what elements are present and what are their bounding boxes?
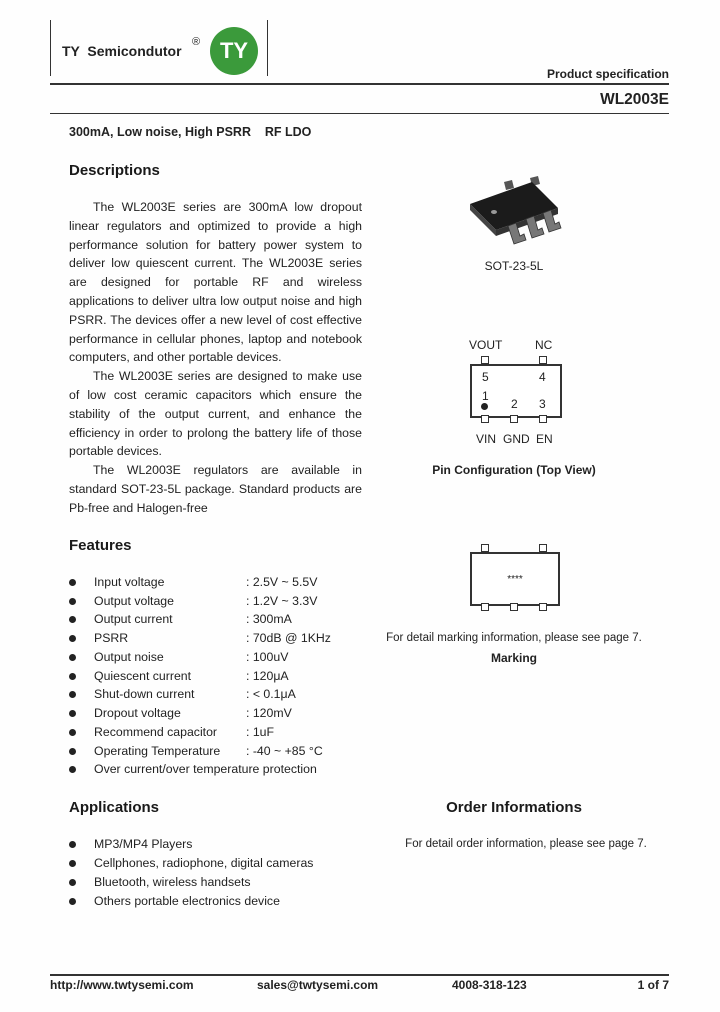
pin-pad-2 bbox=[510, 415, 518, 423]
pin-label-en: EN bbox=[536, 432, 553, 446]
bullet-icon bbox=[69, 635, 76, 642]
descriptions-body bbox=[69, 198, 362, 518]
descriptions-heading: Descriptions bbox=[69, 162, 160, 179]
feature-label: Output current bbox=[94, 612, 173, 626]
feature-value: : 70dB @ 1KHz bbox=[246, 631, 331, 645]
header-rule bbox=[50, 83, 669, 85]
marking-code: **** bbox=[507, 574, 523, 585]
application-label: Cellphones, radiophone, digital cameras bbox=[94, 856, 314, 870]
bullet-icon bbox=[69, 691, 76, 698]
bullet-icon bbox=[69, 710, 76, 717]
feature-value: : 120mV bbox=[246, 706, 292, 720]
feature-label: Dropout voltage bbox=[94, 706, 181, 720]
bullet-icon bbox=[69, 879, 76, 886]
marking-pad-bottom-2 bbox=[510, 603, 518, 611]
pin-pad-1 bbox=[481, 415, 489, 423]
marking-pad-top-right bbox=[539, 544, 547, 552]
pin-label-vout: VOUT bbox=[469, 338, 503, 352]
pin-config-caption: Pin Configuration (Top View) bbox=[432, 463, 596, 477]
applications-heading: Applications bbox=[69, 799, 160, 816]
description-paragraph: The WL2003E series are 300mA low dropout linear regulators and optimized to provide a high performance solution for battery power system to deliver low quiescent current. The WL2003E series are designed for portable RF and wireless applications to deliver ultra low output noise and high PSRR. The devices offer a new level of cost effective performance in cellular phones, laptop and notebook computers, and other portable devices. bbox=[69, 200, 362, 365]
footer-phone: 4008-318-123 bbox=[452, 978, 527, 992]
pin-number-5: 5 bbox=[482, 370, 489, 384]
sot23-package-image bbox=[466, 174, 562, 246]
registered-mark: ® bbox=[192, 36, 201, 48]
application-label: Bluetooth, wireless handsets bbox=[94, 875, 251, 889]
bullet-icon bbox=[69, 579, 76, 586]
marking-caption: Marking bbox=[490, 651, 537, 665]
company-name: TY Semicondutor bbox=[62, 43, 182, 59]
header-left-bar bbox=[50, 20, 51, 76]
footer-page-number: 1 of 7 bbox=[637, 978, 669, 992]
description-paragraph: The WL2003E regulators are available in standard SOT-23-5L package. Standard products are Pb-free and Halogen-free bbox=[69, 463, 362, 515]
pin-pad-5 bbox=[481, 356, 489, 364]
feature-value: : 1uF bbox=[246, 725, 275, 739]
bullet-icon bbox=[69, 898, 76, 905]
pin-pad-3 bbox=[539, 415, 547, 423]
footer-website-link[interactable]: http://www.twtysemi.com bbox=[50, 978, 194, 992]
marking-note: For detail marking information, please see page 7. bbox=[386, 632, 642, 644]
feature-label: PSRR bbox=[94, 631, 129, 645]
feature-value: : < 0.1μA bbox=[246, 687, 296, 701]
marking-pad-bottom-3 bbox=[539, 603, 547, 611]
feature-label: Quiescent current bbox=[94, 669, 192, 683]
bullet-icon bbox=[69, 729, 76, 736]
pin-label-vin: VIN bbox=[476, 432, 497, 446]
pin-label-gnd: GND bbox=[503, 432, 530, 446]
bullet-icon bbox=[69, 616, 76, 623]
marking-pad-top-left bbox=[481, 544, 489, 552]
application-label: MP3/MP4 Players bbox=[94, 837, 193, 851]
bullet-icon bbox=[69, 598, 76, 605]
feature-label: Input voltage bbox=[94, 575, 165, 589]
pin-number-4: 4 bbox=[539, 370, 546, 384]
bullet-icon bbox=[69, 673, 76, 680]
application-label: Others portable electronics device bbox=[94, 894, 280, 908]
pin-number-3: 3 bbox=[539, 397, 546, 411]
pin-number-2: 2 bbox=[511, 397, 518, 411]
bullet-icon bbox=[69, 766, 76, 773]
page-subtitle: 300mA, Low noise, High PSRR RF LDO bbox=[69, 125, 312, 139]
doc-type: Product specification bbox=[546, 67, 669, 81]
pin-label-nc: NC bbox=[535, 338, 553, 352]
footer-email-link[interactable]: sales@twtysemi.com bbox=[257, 978, 379, 992]
footer-rule bbox=[50, 974, 669, 976]
header-right-bar bbox=[267, 20, 268, 76]
package-caption: SOT-23-5L bbox=[484, 259, 544, 273]
feature-value: : 1.2V ~ 3.3V bbox=[246, 594, 318, 608]
feature-label: Output noise bbox=[94, 650, 164, 664]
feature-value: : 300mA bbox=[246, 612, 292, 626]
feature-label: Output voltage bbox=[94, 594, 174, 608]
part-number: WL2003E bbox=[600, 91, 669, 108]
feature-value: : 2.5V ~ 5.5V bbox=[246, 575, 318, 589]
features-heading: Features bbox=[69, 537, 132, 554]
order-note: For detail order information, please see page 7. bbox=[405, 838, 647, 850]
order-heading: Order Informations bbox=[446, 799, 582, 816]
feature-label: Operating Temperature bbox=[94, 744, 221, 758]
pin-number-1: 1 bbox=[482, 389, 489, 403]
feature-value: : -40 ~ +85 °C bbox=[246, 744, 323, 758]
pin-pad-4 bbox=[539, 356, 547, 364]
bullet-icon bbox=[69, 748, 76, 755]
bullet-icon bbox=[69, 841, 76, 848]
feature-value: : 100uV bbox=[246, 650, 289, 664]
marking-pad-bottom-1 bbox=[481, 603, 489, 611]
bullet-icon bbox=[69, 860, 76, 867]
feature-label: Over current/over temperature protection bbox=[94, 762, 317, 776]
feature-label: Recommend capacitor bbox=[94, 725, 218, 739]
feature-value: : 120μA bbox=[246, 669, 289, 683]
company-logo: TY bbox=[210, 27, 258, 75]
pin1-marker-dot bbox=[481, 403, 488, 410]
feature-label: Shut-down current bbox=[94, 687, 195, 701]
description-paragraph: The WL2003E series are designed to make use of low cost ceramic capacitors which ensure the stability of the output current, and enhance the efficiency in order to prolong the battery life of those portable devices. bbox=[69, 369, 362, 459]
header-rule-2 bbox=[50, 113, 669, 114]
bullet-icon bbox=[69, 654, 76, 661]
